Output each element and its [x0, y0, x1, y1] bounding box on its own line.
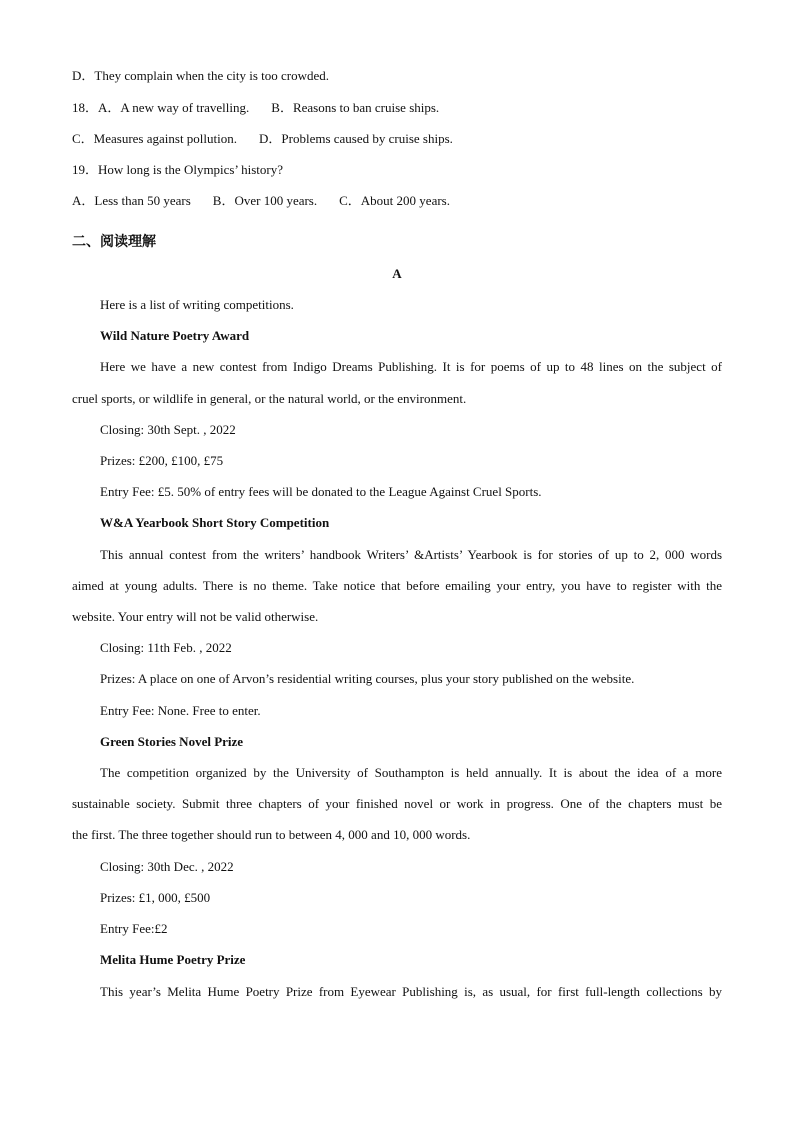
competition-description-line: cruel sports, or wildlife in general, or the natural world, or the environment. — [72, 391, 467, 406]
q18-options-row1 — [72, 100, 439, 116]
competition-description-line: This annual contest from the writers’ handbook Writers’ &Artists’ Yearbook is for stories of up to 2, 000 words — [100, 547, 722, 562]
q19-option-b: B．Over 100 years. — [212, 193, 318, 208]
q19-stem: 19．How long is the Olympics’ history? — [72, 162, 283, 177]
passage-letter: A — [392, 266, 402, 281]
competition-description-line: sustainable society. Submit three chapters of your finished novel or work in progress. One of the chapters must be — [72, 796, 722, 811]
q18-option-a: 18．A．A new way of travelling. — [72, 100, 250, 115]
competition-prizes: Prizes: A place on one of Arvon’s residential writing courses, plus your story published on the website. — [100, 671, 635, 686]
competition-prizes: Prizes: £1, 000, £500 — [100, 890, 211, 905]
q19-option-c: C．About 200 years. — [339, 193, 450, 208]
competition-prizes: Prizes: £200, £100, £75 — [100, 453, 224, 468]
competition-entry-fee: Entry Fee: £5. 50% of entry fees will be donated to the League Against Cruel Sports. — [100, 484, 542, 499]
competition-description-line: Here we have a new contest from Indigo Dreams Publishing. It is for poems of up to 48 lines on the subject of — [100, 359, 722, 374]
passage-intro: Here is a list of writing competitions. — [100, 297, 294, 312]
competition-description-line: website. Your entry will not be valid otherwise. — [72, 609, 319, 624]
q18-options-row2 — [72, 131, 453, 147]
competition-title: W&A Yearbook Short Story Competition — [100, 515, 330, 530]
competition-entry-fee: Entry Fee:£2 — [100, 921, 168, 936]
competition-title: Melita Hume Poetry Prize — [100, 952, 246, 967]
section-title: 二、阅读理解 — [72, 234, 156, 250]
competition-closing: Closing: 11th Feb. , 2022 — [100, 640, 232, 655]
competition-title: Green Stories Novel Prize — [100, 734, 244, 749]
q18-option-d: D．Problems caused by cruise ships. — [259, 131, 453, 146]
competition-title: Wild Nature Poetry Award — [100, 328, 250, 343]
competition-closing: Closing: 30th Dec. , 2022 — [100, 859, 234, 874]
q19-option-a: A．Less than 50 years — [72, 193, 191, 208]
q18-option-b: B．Reasons to ban cruise ships. — [271, 100, 440, 115]
competition-description-line: The competition organized by the University of Southampton is held annually. It is about the idea of a more — [100, 765, 722, 780]
q17-option-d: D．They complain when the city is too crowded. — [72, 68, 330, 83]
competition-entry-fee: Entry Fee: None. Free to enter. — [100, 703, 261, 718]
competition-closing: Closing: 30th Sept. , 2022 — [100, 422, 236, 437]
q18-option-c: C．Measures against pollution. — [72, 131, 238, 146]
competition-description-line: aimed at young adults. There is no theme. Take notice that before emailing your entry, you have to register with the — [72, 578, 722, 593]
competition-description-line: the first. The three together should run to between 4, 000 and 10, 000 words. — [72, 827, 471, 842]
competition-description-line: This year’s Melita Hume Poetry Prize from Eyewear Publishing is, as usual, for first full-length collections by — [100, 984, 722, 999]
q19-options-row — [72, 193, 450, 209]
